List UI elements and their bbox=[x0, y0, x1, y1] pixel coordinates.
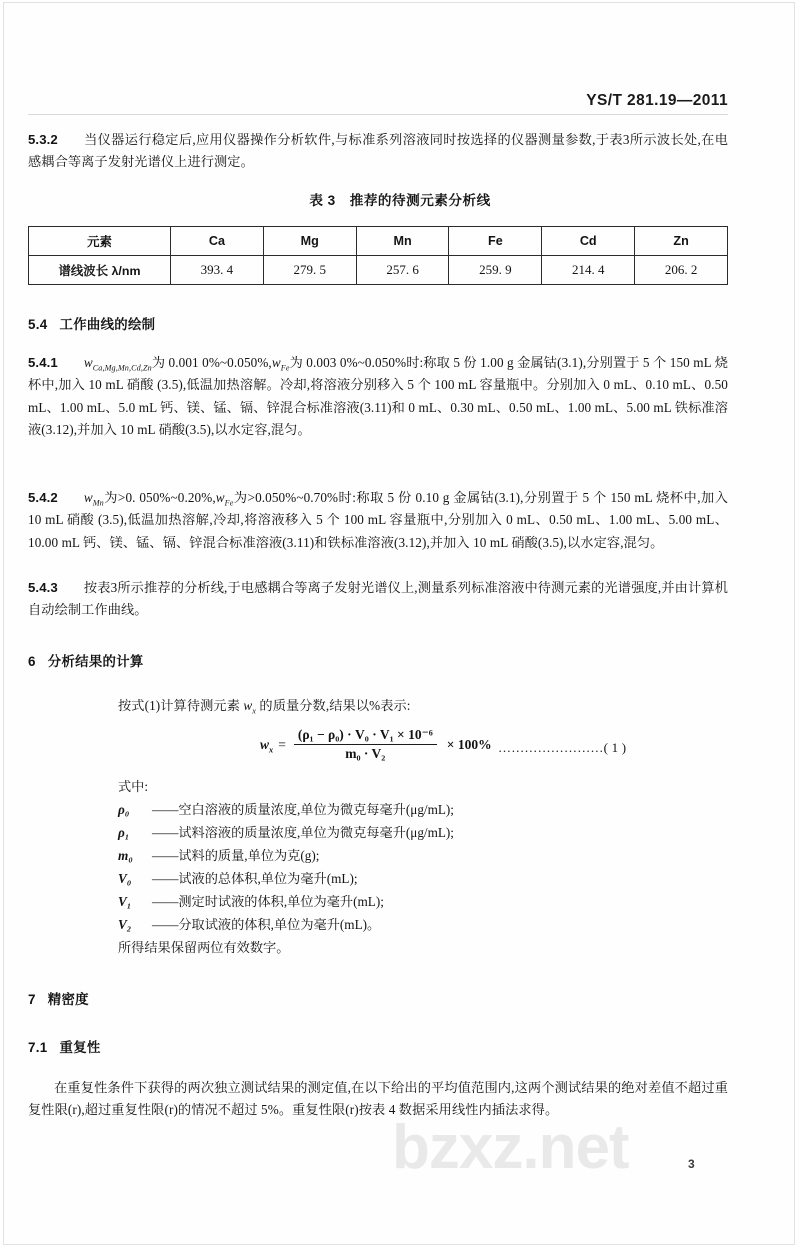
table-3-wavelength-4: 214. 4 bbox=[542, 256, 635, 285]
heading-6-title: 分析结果的计算 bbox=[47, 654, 144, 669]
table-3-wavelength-1: 279. 5 bbox=[263, 256, 356, 285]
formula-row bbox=[28, 727, 728, 771]
clause-5-4-1-symbol-b: $w_{Fe}$ bbox=[271, 355, 290, 373]
definition-text-v0: 试液的总体积,单位为毫升(mL); bbox=[178, 871, 358, 886]
clause-5-4-3-number: 5.4.3 bbox=[28, 580, 58, 595]
table-3-row-header-1: 谱线波长 λ/nm bbox=[29, 256, 171, 285]
formula-numerator: (ρ₁ − ρ₀) · V₀ · V₁ × 10⁻⁶ bbox=[294, 727, 437, 745]
definitions-list bbox=[28, 798, 728, 959]
clause-5-4-3 bbox=[28, 577, 728, 622]
heading-7-number: 7 bbox=[28, 992, 36, 1007]
definition-item bbox=[28, 844, 728, 867]
clause-5-4-2-symbol-b: $w_{Fe}$ bbox=[215, 490, 234, 508]
formula-1 bbox=[260, 727, 492, 762]
definition-item bbox=[28, 913, 728, 936]
definition-symbol-m0: m₀ bbox=[118, 848, 133, 863]
watermark: bzxz.net bbox=[392, 1113, 629, 1182]
table-3-wavelength-3: 259. 9 bbox=[449, 256, 542, 285]
heading-7-title: 精密度 bbox=[47, 992, 89, 1007]
clause-6-intro-text-a: 按式(1)计算待测元素 bbox=[118, 698, 244, 713]
definition-item bbox=[28, 890, 728, 913]
heading-5-4-title: 工作曲线的绘制 bbox=[59, 317, 156, 332]
definition-symbol-v2: V₂ bbox=[118, 917, 132, 932]
clause-6-intro-symbol-base: w bbox=[243, 698, 253, 713]
clause-6-intro-symbol bbox=[243, 698, 257, 716]
definition-text-rho1: 试料溶液的质量浓度,单位为微克每毫升(μg/mL); bbox=[178, 825, 454, 840]
definition-text-v1: 测定时试液的体积,单位为毫升(mL); bbox=[178, 894, 384, 909]
clause-5-4-1-number: 5.4.1 bbox=[28, 355, 58, 370]
table-3-wavelength-0: 393. 4 bbox=[171, 256, 264, 285]
heading-6-number: 6 bbox=[28, 654, 36, 669]
table-row bbox=[29, 227, 728, 256]
heading-7-1 bbox=[28, 1037, 101, 1056]
table-3-element-5: Zn bbox=[635, 227, 728, 256]
table-3-element-1: Mg bbox=[263, 227, 356, 256]
definition-dash: —— bbox=[152, 894, 179, 909]
table-3-caption-label: 表 3 bbox=[309, 193, 336, 208]
heading-7 bbox=[28, 989, 89, 1008]
clause-5-4-2-subscript-a: Mn bbox=[92, 498, 104, 508]
clause-5-3-2 bbox=[28, 129, 728, 174]
header-divider bbox=[28, 114, 728, 115]
standard-code: YS/T 281.19—2011 bbox=[586, 92, 728, 109]
table-3-caption-title: 推荐的待测元素分析线 bbox=[349, 193, 491, 208]
definition-symbol-v1: V₁ bbox=[118, 894, 132, 909]
definitions-footnote-row bbox=[28, 936, 728, 959]
clause-5-4-1 bbox=[28, 352, 728, 442]
table-3-row-header-0: 元素 bbox=[29, 227, 171, 256]
formula-lhs-sub: x bbox=[269, 745, 274, 755]
clause-5-4-1-subscript-b: Fe bbox=[280, 363, 290, 373]
heading-7-1-title: 重复性 bbox=[59, 1040, 101, 1055]
table-3-wavelength-2: 257. 6 bbox=[356, 256, 449, 285]
heading-7-1-number: 7.1 bbox=[28, 1040, 48, 1055]
page-header bbox=[28, 92, 728, 110]
definition-dash: —— bbox=[152, 848, 179, 863]
table-row bbox=[29, 256, 728, 285]
definition-symbol-rho1: ρ₁ bbox=[118, 825, 130, 840]
clause-5-4-1-symbol-a: $w_{Ca,Mg,Mn,Cd,Zn}$ bbox=[83, 355, 152, 373]
definition-dash: —— bbox=[152, 825, 179, 840]
clause-5-3-2-text: 当仪器运行稳定后,应用仪器操作分析软件,与标准系列溶液同时按选择的仪器测量参数,于表3所示波长处,在电感耦合等离子发射光谱仪上进行测定。 bbox=[28, 132, 728, 170]
clause-5-4-2-text-a: 为>0. 050%~0.20%, bbox=[103, 490, 216, 505]
clause-6-intro bbox=[28, 695, 728, 717]
clause-6-intro-symbol-sub: x bbox=[252, 706, 257, 716]
clause-5-4-2 bbox=[28, 487, 728, 554]
definition-dash: —— bbox=[152, 917, 179, 932]
heading-6 bbox=[28, 651, 144, 670]
clause-5-4-1-text-b: 为 0.003 0%~0.050%时:称取 5 份 1.00 g 金属钴(3.1),分别置于 5 个 150 mL 烧杯中,加入 10 mL 硝酸 (3.5),低温加热溶解。冷却,将溶液分别移入 5 个 100 mL 容量瓶中。分别加入 0 mL、0.10 mL、0.50 mL、1.00 mL、5.0 mL 钙、镁、锰、镉、锌混合标准溶液(3.11)和 0 mL、0.30 mL、0.50 mL、1.00 mL、5.00 mL 铁标准溶液(3.12),并加入 10 mL 硝酸(3.5),以水定容,混匀。 bbox=[28, 355, 729, 438]
clause-7-1-text: 在重复性条件下获得的两次独立测试结果的测定值,在以下给出的平均值范围内,这两个测试结果的绝对差值不超过重复性限(r),超过重复性限(r)的情况不超过 5%。重复性限(r)按表 4 数据采用线性内插法求得。 bbox=[28, 1080, 728, 1118]
clause-5-4-1-subscript-a: Ca,Mg,Mn,Cd,Zn bbox=[92, 363, 152, 373]
definitions-label-row bbox=[28, 775, 728, 798]
clause-5-4-2-symbol-a: $w_{Mn}$ bbox=[83, 490, 104, 508]
heading-5-4-number: 5.4 bbox=[28, 317, 48, 332]
clause-6-intro-text-b: 的质量分数,结果以%表示: bbox=[256, 698, 411, 713]
definition-item bbox=[28, 821, 728, 844]
table-3-element-0: Ca bbox=[171, 227, 264, 256]
definition-item bbox=[28, 867, 728, 890]
definition-symbol-rho0: ρ₀ bbox=[118, 802, 130, 817]
formula-equals: = bbox=[278, 736, 286, 752]
page-number: 3 bbox=[688, 1157, 695, 1171]
table-3-caption bbox=[0, 189, 800, 209]
formula-lhs bbox=[260, 737, 273, 753]
formula-denominator: m₀ · V₂ bbox=[345, 746, 386, 761]
table-3-element-4: Cd bbox=[542, 227, 635, 256]
table-3 bbox=[28, 226, 728, 285]
clause-5-3-2-number: 5.3.2 bbox=[28, 132, 58, 147]
definition-text-v2: 分取试液的体积,单位为毫升(mL)。 bbox=[178, 917, 381, 932]
clause-5-4-2-number: 5.4.2 bbox=[28, 490, 58, 505]
definition-item bbox=[28, 798, 728, 821]
clause-5-4-2-subscript-b: Fe bbox=[224, 498, 234, 508]
clause-5-4-1-text-a: 为 0.001 0%~0.050%, bbox=[151, 355, 272, 370]
definitions-label: 式中: bbox=[118, 779, 149, 794]
table-3-element-3: Fe bbox=[449, 227, 542, 256]
definition-dash: —— bbox=[152, 802, 179, 817]
heading-5-4 bbox=[28, 314, 155, 333]
definition-text-m0: 试料的质量,单位为克(g); bbox=[178, 848, 320, 863]
formula-tail: × 100% bbox=[446, 736, 492, 752]
table-3-wavelength-5: 206. 2 bbox=[635, 256, 728, 285]
table-3-element-2: Mn bbox=[356, 227, 449, 256]
clause-5-4-3-text: 按表3所示推荐的分析线,于电感耦合等离子发射光谱仪上,测量系列标准溶液中待测元素的光谱强度,并由计算机自动绘制工作曲线。 bbox=[28, 580, 728, 618]
definitions-footnote: 所得结果保留两位有效数字。 bbox=[118, 940, 290, 955]
definition-dash: —— bbox=[152, 871, 179, 886]
definition-symbol-v0: V₀ bbox=[118, 871, 132, 886]
formula-fraction bbox=[294, 727, 437, 762]
clause-5-4-2-text-b: 为>0.050%~0.70%时:称取 5 份 0.10 g 金属钴(3.1),分别置于 5 个 150 mL 烧杯中,加入 10 mL 硝酸 (3.5),低温加热溶解,冷却,将溶液移入 5 个 100 mL 容量瓶中,分别加入 0 mL、0.50 mL、1.00 mL、5.00 mL、10.00 mL 钙、镁、锰、镉、锌混合标准溶液(3.11)和铁标准溶液(3.12),并加入 10 mL 硝酸(3.5),以水定容,混匀。 bbox=[28, 490, 728, 550]
formula-equation-number: ……………………( 1 ) bbox=[498, 740, 627, 755]
definition-text-rho0: 空白溶液的质量浓度,单位为微克每毫升(μg/mL); bbox=[178, 802, 454, 817]
formula-lhs-base: w bbox=[260, 736, 270, 752]
